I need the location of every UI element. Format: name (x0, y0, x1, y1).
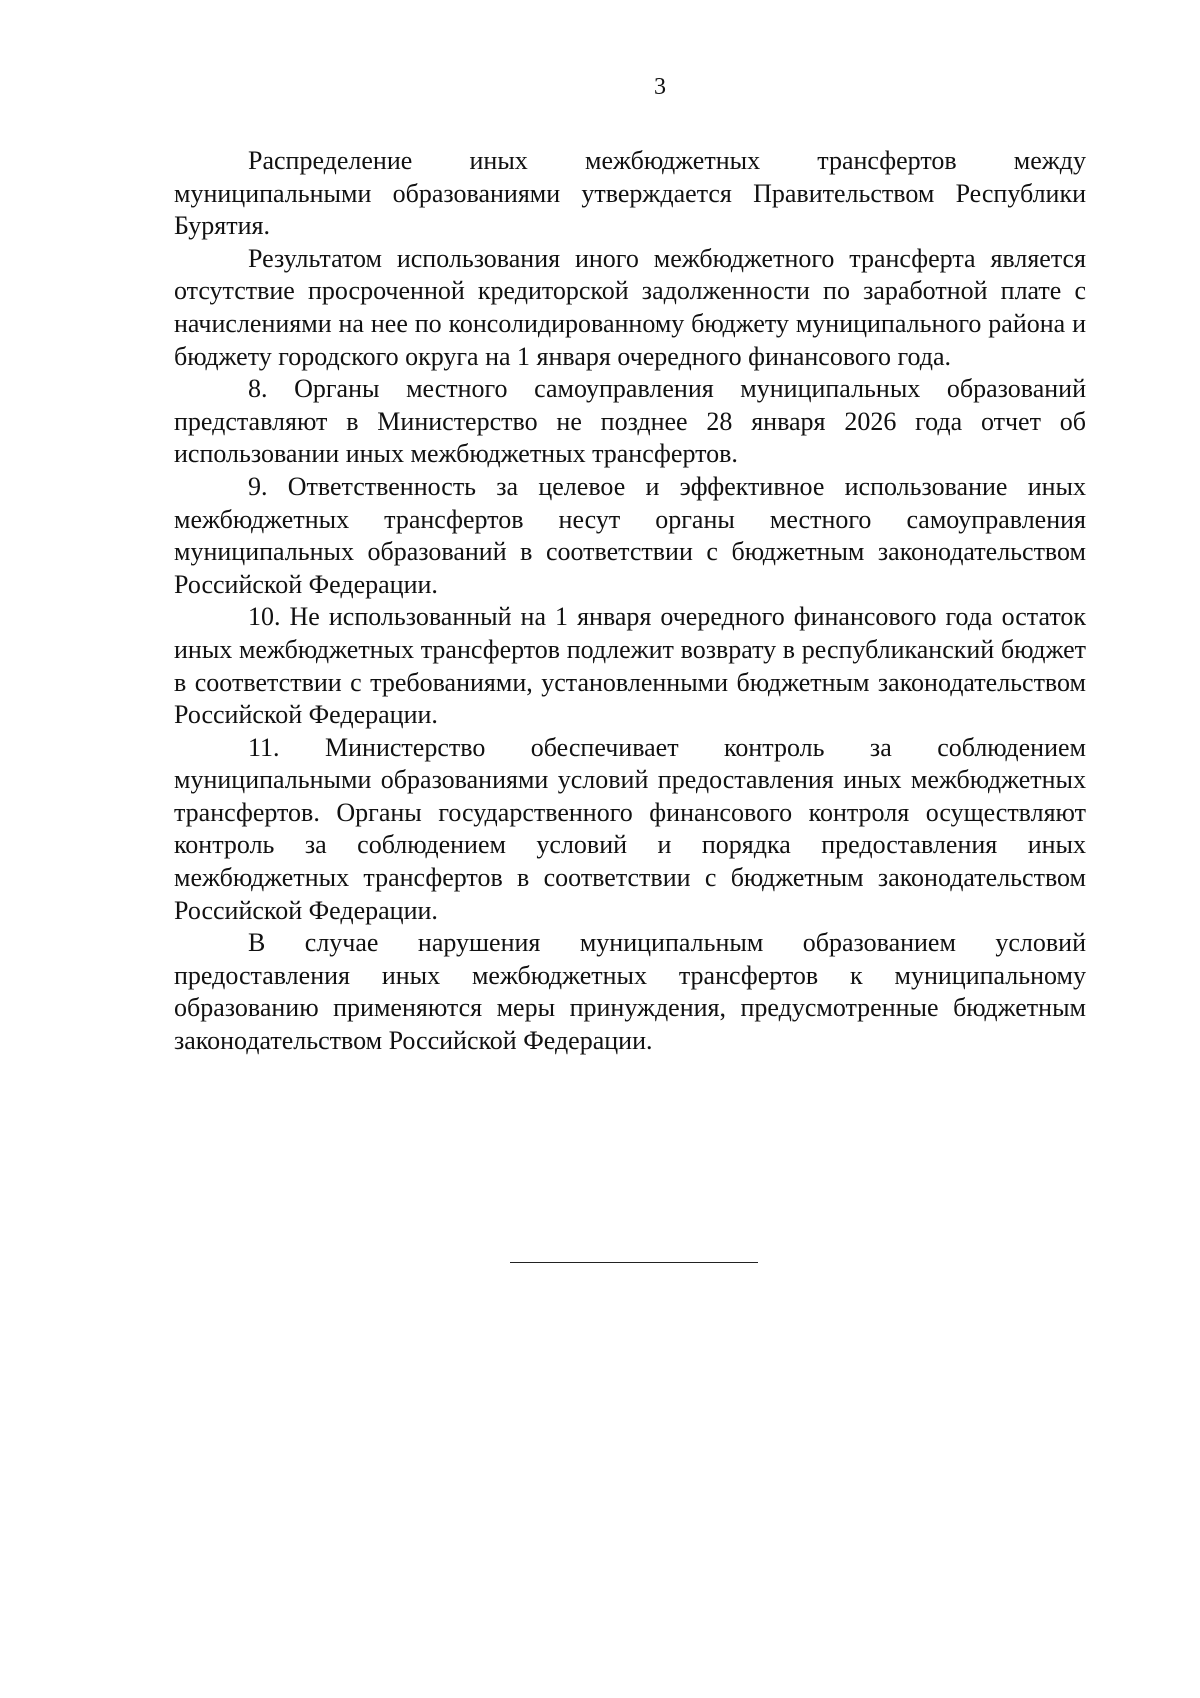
paragraph-violation: В случае нарушения муниципальным образованием условий предоставления иных межбюджетных трансфертов к муниципальному образованию применяются меры принуждения, предусмотренные бюджетным законодательством Российской Федерации. (174, 928, 1086, 1056)
paragraph-item-8: 8. Органы местного самоуправления муниципальных образований представляют в Министерство не позднее 28 января 2026 года отчет об использовании иных межбюджетных трансфертов. (174, 374, 1086, 469)
page-number: 3 (654, 74, 666, 100)
document-body (174, 145, 1086, 1058)
paragraph-item-9: 9. Ответственность за целевое и эффективное использование иных межбюджетных трансфертов несут органы местного самоуправления муниципальных образований в соответствии с бюджетным законодательством Российской Федерации. (174, 471, 1086, 599)
paragraph-result: Результатом использования иного межбюджетного трансферта является отсутствие просроченной кредиторской задолженности по заработной плате с начислениями на нее по консолидированному бюджету муниципального района и бюджету городского округа на 1 января очередного финансового года. (174, 243, 1086, 371)
paragraph-item-10: 10. Не использованный на 1 января очередного финансового года остаток иных межбюджетных трансфертов подлежит возврату в республиканский бюджет в соответствии с требованиями, установленными бюджетным законодательством Российской Федерации. (174, 602, 1086, 730)
closing-divider (510, 1262, 758, 1263)
paragraph-distribution: Распределение иных межбюджетных трансфертов между муниципальными образованиями утверждается Правительством Республики Бурятия. (174, 146, 1086, 241)
paragraph-item-11: 11. Министерство обеспечивает контроль за соблюдением муниципальными образованиями условий предоставления иных межбюджетных трансфертов. Органы государственного финансового контроля осуществляют контроль за соблюдением условий и порядка предоставления иных межбюджетных трансфертов в соответствии с бюджетным законодательством Российской Федерации. (174, 732, 1086, 925)
